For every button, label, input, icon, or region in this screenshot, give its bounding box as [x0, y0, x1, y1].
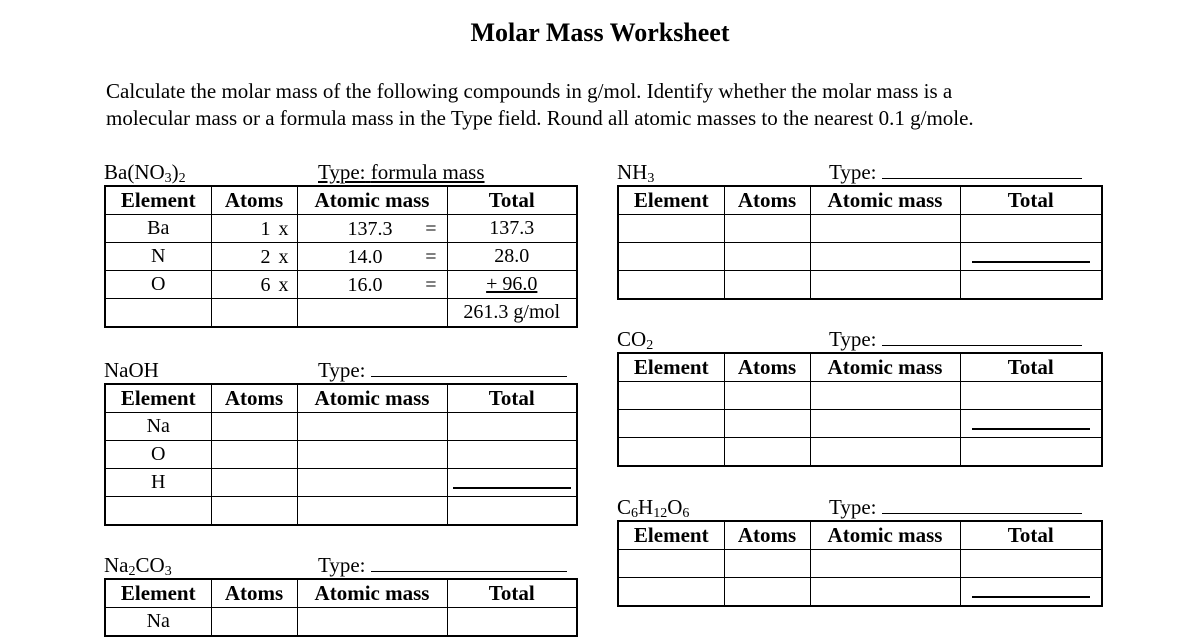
element-cell: Na: [105, 413, 211, 441]
total-cell[interactable]: 28.0: [447, 243, 577, 271]
type-field[interactable]: Type:: [829, 327, 1082, 352]
column-header-atoms: Atoms: [724, 186, 810, 215]
table-row: [618, 271, 1102, 300]
column-header-element: Element: [618, 521, 724, 550]
total-cell[interactable]: [960, 578, 1102, 607]
element-cell: [105, 299, 211, 328]
instructions-line-2: molecular mass or a formula mass in the Type field. Round all atomic masses to the nearest 0.1 g/mole.: [106, 106, 974, 130]
compound-table: [617, 185, 1103, 300]
atomic-mass-cell[interactable]: 137.3 =: [297, 215, 447, 243]
atomic-mass-cell[interactable]: [297, 441, 447, 469]
atoms-cell[interactable]: [724, 215, 810, 243]
element-cell: Na: [105, 608, 211, 637]
table-row: [105, 413, 577, 441]
column-header-element: Element: [105, 186, 211, 215]
atomic-mass-cell[interactable]: [810, 243, 960, 271]
table-row: [105, 271, 577, 299]
element-cell: [618, 578, 724, 607]
atomic-mass-cell[interactable]: [297, 469, 447, 497]
total-cell[interactable]: [960, 215, 1102, 243]
compound-formula: $Ba(NO_3)_2$: [104, 160, 186, 186]
element-cell: [618, 243, 724, 271]
element-cell: [618, 382, 724, 410]
element-cell: N: [105, 243, 211, 271]
column-header-total: Total: [447, 384, 577, 413]
total-cell[interactable]: [447, 469, 577, 497]
atoms-cell[interactable]: [724, 243, 810, 271]
atomic-mass-cell[interactable]: [297, 608, 447, 637]
type-field[interactable]: Type: formula mass: [318, 160, 485, 184]
type-field[interactable]: Type:: [318, 358, 567, 383]
compound-table: [104, 383, 578, 526]
compound-formula: $CO_2$: [617, 327, 654, 353]
table-header-row: [105, 186, 577, 215]
atoms-cell[interactable]: [724, 578, 810, 607]
total-cell[interactable]: [447, 608, 577, 637]
element-cell: [105, 497, 211, 526]
total-cell[interactable]: [447, 441, 577, 469]
compound-formula: NaOH: [104, 358, 159, 382]
table-row: [105, 243, 577, 271]
atomic-mass-cell[interactable]: [810, 271, 960, 300]
column-header-element: Element: [618, 353, 724, 382]
column-header-total: Total: [960, 353, 1102, 382]
table-header-row: [618, 521, 1102, 550]
column-header-element: Element: [105, 579, 211, 608]
element-cell: Ba: [105, 215, 211, 243]
sum-total-cell[interactable]: [960, 271, 1102, 300]
compound-table: [617, 520, 1103, 607]
element-cell: [618, 410, 724, 438]
atoms-cell[interactable]: [724, 550, 810, 578]
column-header-element: Element: [105, 384, 211, 413]
compound-na2co3: [104, 553, 579, 637]
atomic-mass-cell[interactable]: [810, 550, 960, 578]
column-header-element: Element: [618, 186, 724, 215]
atoms-cell[interactable]: [211, 469, 297, 497]
total-cell[interactable]: [960, 410, 1102, 438]
atomic-mass-cell[interactable]: [810, 410, 960, 438]
column-header-atoms: Atoms: [724, 353, 810, 382]
compound-co2: [617, 327, 1104, 467]
type-field[interactable]: Type:: [318, 553, 567, 578]
table-row: [618, 382, 1102, 410]
element-cell: O: [105, 271, 211, 299]
sum-total-cell[interactable]: [447, 497, 577, 526]
column-header-atomic-mass: Atomic mass: [297, 384, 447, 413]
column-header-atomic-mass: Atomic mass: [810, 186, 960, 215]
compound-formula: $C_6H_{12}O_6$: [617, 495, 690, 521]
compound-table: [104, 578, 578, 637]
element-cell: [618, 550, 724, 578]
atoms-cell[interactable]: [211, 441, 297, 469]
atomic-mass-cell[interactable]: [810, 438, 960, 467]
atoms-cell[interactable]: 1 x: [211, 215, 297, 243]
table-header-row: [618, 186, 1102, 215]
column-header-total: Total: [447, 579, 577, 608]
atomic-mass-cell[interactable]: [810, 382, 960, 410]
total-cell[interactable]: 137.3: [447, 215, 577, 243]
column-header-atoms: Atoms: [724, 521, 810, 550]
table-row: [618, 578, 1102, 607]
table-row: [618, 243, 1102, 271]
atoms-cell[interactable]: [724, 382, 810, 410]
total-cell[interactable]: [960, 550, 1102, 578]
type-field[interactable]: Type:: [829, 160, 1082, 185]
compound-table: [104, 185, 578, 328]
table-row: [105, 215, 577, 243]
atomic-mass-cell[interactable]: [297, 413, 447, 441]
element-cell: [618, 271, 724, 300]
compound-naoh: [104, 358, 579, 526]
atoms-cell[interactable]: 2 x: [211, 243, 297, 271]
table-row: [105, 497, 577, 526]
compound-c6h12o6: [617, 495, 1104, 607]
total-cell[interactable]: [960, 243, 1102, 271]
table-row: [618, 410, 1102, 438]
atoms-cell[interactable]: [724, 271, 810, 300]
table-header-row: [618, 353, 1102, 382]
atomic-mass-cell[interactable]: [810, 215, 960, 243]
sum-total-cell[interactable]: 261.3 g/mol: [447, 299, 577, 328]
atomic-mass-cell[interactable]: 16.0 =: [297, 271, 447, 299]
table-row: [105, 469, 577, 497]
page-title: Molar Mass Worksheet: [470, 18, 730, 47]
table-header-row: [105, 579, 577, 608]
atoms-cell[interactable]: [211, 497, 297, 526]
table-row: [105, 441, 577, 469]
element-cell: O: [105, 441, 211, 469]
total-cell[interactable]: [447, 413, 577, 441]
table-row: [105, 608, 577, 637]
total-cell[interactable]: + 96.0: [447, 271, 577, 299]
column-header-total: Total: [960, 521, 1102, 550]
element-cell: [618, 215, 724, 243]
column-header-total: Total: [960, 186, 1102, 215]
column-header-atoms: Atoms: [211, 186, 297, 215]
type-field[interactable]: Type:: [829, 495, 1082, 520]
instructions: [106, 78, 1106, 132]
atoms-cell[interactable]: [724, 410, 810, 438]
table-row: [105, 299, 577, 328]
column-header-atoms: Atoms: [211, 579, 297, 608]
total-cell[interactable]: [960, 382, 1102, 410]
element-cell: H: [105, 469, 211, 497]
column-header-atomic-mass: Atomic mass: [810, 521, 960, 550]
compound-formula: $Na_2CO_3$: [104, 553, 172, 579]
atomic-mass-cell[interactable]: [297, 299, 447, 328]
column-header-atoms: Atoms: [211, 384, 297, 413]
element-cell: [618, 438, 724, 467]
table-row: [618, 215, 1102, 243]
atoms-cell[interactable]: 6 x: [211, 271, 297, 299]
sum-total-cell[interactable]: [960, 438, 1102, 467]
compound-formula: $NH_3$: [617, 160, 655, 186]
column-header-total: Total: [447, 186, 577, 215]
compound-nh3: [617, 160, 1104, 300]
atoms-cell[interactable]: [211, 413, 297, 441]
atomic-mass-cell[interactable]: [810, 578, 960, 607]
compound-ba-no3-2: [104, 160, 579, 328]
column-header-atomic-mass: Atomic mass: [297, 186, 447, 215]
atoms-cell[interactable]: [211, 299, 297, 328]
column-header-atomic-mass: Atomic mass: [810, 353, 960, 382]
atoms-cell[interactable]: [724, 438, 810, 467]
column-header-atomic-mass: Atomic mass: [297, 579, 447, 608]
atomic-mass-cell[interactable]: 14.0 =: [297, 243, 447, 271]
table-row: [618, 438, 1102, 467]
instructions-line-1: Calculate the molar mass of the following compounds in g/mol. Identify whether the molar mass is a: [106, 79, 953, 103]
table-row: [618, 550, 1102, 578]
atoms-cell[interactable]: [211, 608, 297, 637]
atomic-mass-cell[interactable]: [297, 497, 447, 526]
compound-table: [617, 352, 1103, 467]
table-header-row: [105, 384, 577, 413]
